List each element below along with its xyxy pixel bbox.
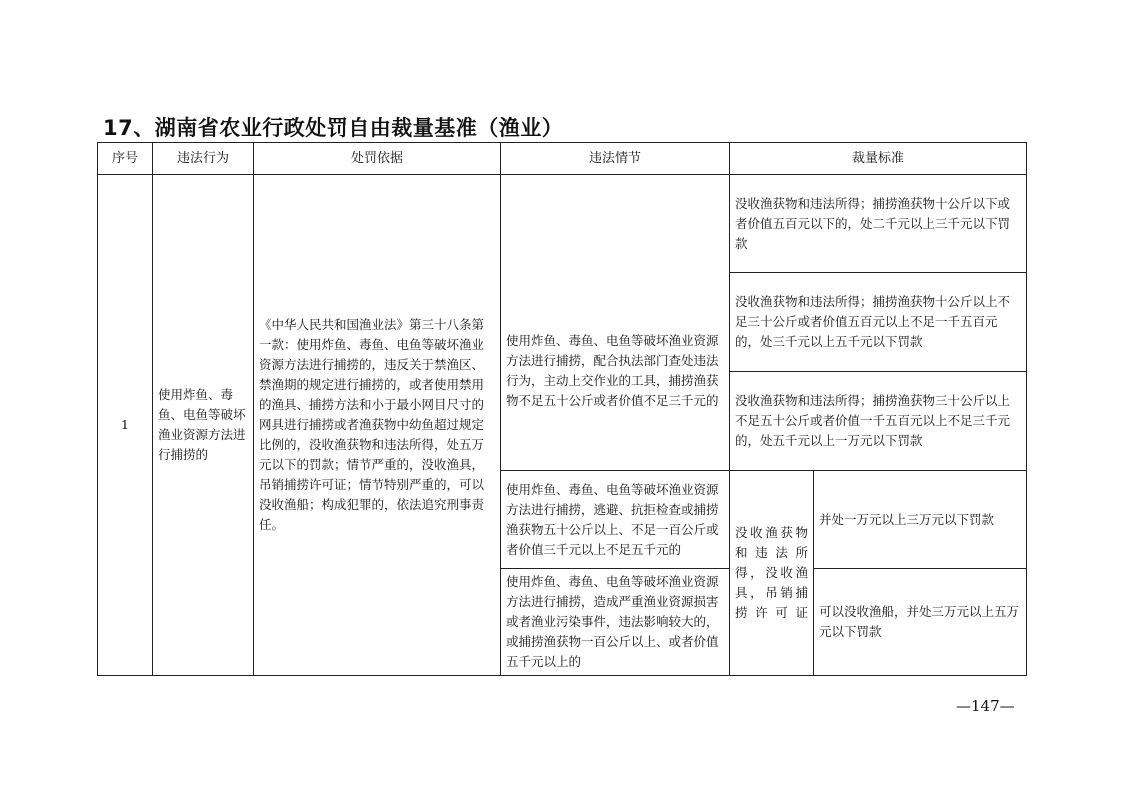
header-circumstance: 违法情节 [501,143,730,175]
cell-violation: 使用炸鱼、毒鱼、电鱼等破坏渔业资源方法进行捕捞的 [153,175,254,676]
cell-standard-2: 没收渔获物和违法所得；捕捞渔获物十公斤以上不足三十公斤或者价值五百元以上不足一千五百元的，处三千元以上五千元以下罚款 [730,273,1027,372]
cell-basis: 《中华人民共和国渔业法》第三十八条第一款：使用炸鱼、毒鱼、电鱼等破坏渔业资源方法进行捕捞的，违反关于禁渔区、禁渔期的规定进行捕捞的，或者使用禁用的渔具、捕捞方法和小于最小网目尺寸的网具进行捕捞或者渔获物中幼鱼超过规定比例的，没收渔获物和违法所得，处五万元以下的罚款；情节严重的，没收渔具，吊销捕捞许可证；情节特别严重的，可以没收渔船；构成犯罪的，依法追究刑事责任。 [254,175,501,676]
cell-standard-3: 没收渔获物和违法所得；捕捞渔获物三十公斤以上不足五十公斤或者价值一千五百元以上不足三千元的，处五千元以上一万元以下罚款 [730,372,1027,471]
header-standard: 裁量标准 [730,143,1027,175]
cell-extra-standard-2: 可以没收渔船，并处三万元以上五万元以下罚款 [814,569,1027,676]
header-violation: 违法行为 [153,143,254,175]
cell-seq: 1 [98,175,153,676]
document-title: 17、湖南省农业行政处罚自由裁量基准（渔业） [103,116,564,140]
table-header-row [98,143,1027,175]
cell-circumstance-3: 使用炸鱼、毒鱼、电鱼等破坏渔业资源方法进行捕捞，造成严重渔业资源损害或者渔业污染事件，违法影响较大的，或捕捞渔获物一百公斤以上、或者价值五千元以上的 [501,569,730,676]
table-row [98,175,1027,273]
cell-circumstance-2: 使用炸鱼、毒鱼、电鱼等破坏渔业资源方法进行捕捞，逃避、抗拒检查或捕捞渔获物五十公斤以上、不足一百公斤或者价值三千元以上不足五千元的 [501,471,730,569]
penalty-standards-table [97,142,1027,676]
cell-extra-standard-1: 并处一万元以上三万元以下罚款 [814,471,1027,569]
page-number: —147— [956,697,1015,715]
header-seq: 序号 [98,143,153,175]
header-basis: 处罚依据 [254,143,501,175]
cell-shared-standard: 没收渔获物和违法所得，没收渔具，吊销捕捞许可证 [730,471,814,676]
cell-standard-1: 没收渔获物和违法所得；捕捞渔获物十公斤以下或者价值五百元以下的，处二千元以上三千元以下罚款 [730,175,1027,273]
cell-circumstance-1: 使用炸鱼、毒鱼、电鱼等破坏渔业资源方法进行捕捞，配合执法部门查处违法行为，主动上交作业的工具，捕捞渔获物不足五十公斤或者价值不足三千元的 [501,175,730,471]
